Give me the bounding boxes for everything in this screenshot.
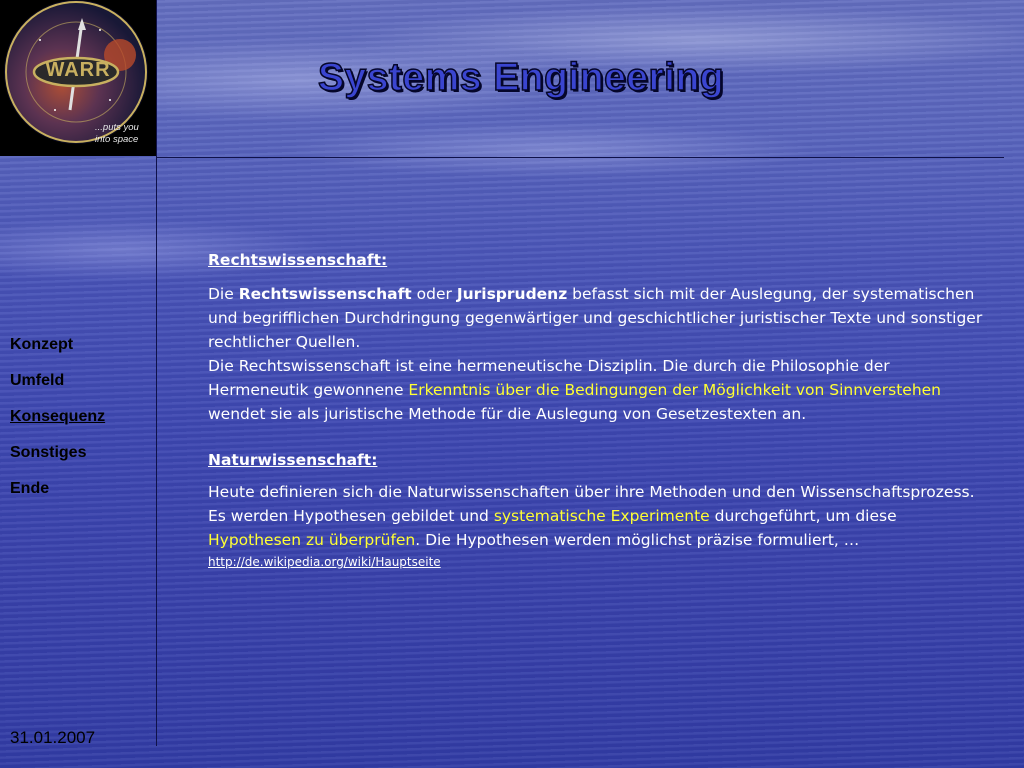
text-run: wendet sie als juristische Methode für die Auslegung von Gesetzestexten an. [208,405,807,423]
main-content [208,248,988,570]
bold-term: Jurisprudenz [456,285,568,303]
nav-item-umfeld[interactable]: Umfeld [10,372,65,389]
vertical-divider [156,0,157,746]
logo-name: WARR [45,59,111,81]
horizontal-divider [156,157,1004,158]
nav-item-konzept[interactable]: Konzept [10,336,74,353]
nav-item-sonstiges[interactable]: Sonstiges [10,444,87,461]
nav-item-ende[interactable]: Ende [10,480,50,497]
text-run: oder [411,285,457,303]
nav-item-konsequenz[interactable]: Konsequenz [10,408,106,425]
section-heading-rechtswissenschaft: Rechtswissenschaft: [208,251,388,269]
text-run: durchgeführt, um diese [709,507,897,525]
text-run: Die [208,285,239,303]
sidebar-nav [10,336,105,516]
wikipedia-link[interactable]: http://de.wikipedia.org/wiki/Hauptseite [208,555,441,569]
text-run: befasst sich mit der Auslegung, der systematischen und begrifflichen Durchdringung gegenwärtiger und geschichtlicher juristischer Texte und sonstiger rechtlicher Quellen. [208,285,983,351]
text-run: Heute definieren sich die Naturwissenschaften über ihre Methoden und den Wissenschaftsprozess. Es werden Hypothesen gebildet und [208,483,975,525]
text-run: . Die Hypothesen werden möglichst präzise formuliert, … [415,531,860,549]
bold-term: Rechtswissenschaft [238,285,412,303]
warr-logo [0,0,156,156]
slide-date: 31.01.2007 [10,728,96,747]
highlighted-text: Hypothesen zu überprüfen [208,531,416,549]
paragraph-rechtswissenschaft-1 [208,282,988,354]
paragraph-naturwissenschaft [208,480,988,552]
page-title: Systems Engineering [318,56,725,99]
highlighted-text: Erkenntnis über die Bedingungen der Möglichkeit von Sinnverstehen [408,381,941,399]
paragraph-rechtswissenschaft-2 [208,354,988,426]
highlighted-text: systematische Experimente [493,507,710,525]
logo-tagline: ...puts you into space [95,122,139,145]
section-heading-naturwissenschaft: Naturwissenschaft: [208,451,378,469]
text-run: Die Rechtswissenschaft ist eine hermeneutische Disziplin. Die durch die Philosophie der Hermeneutik gewonnene [208,357,890,399]
